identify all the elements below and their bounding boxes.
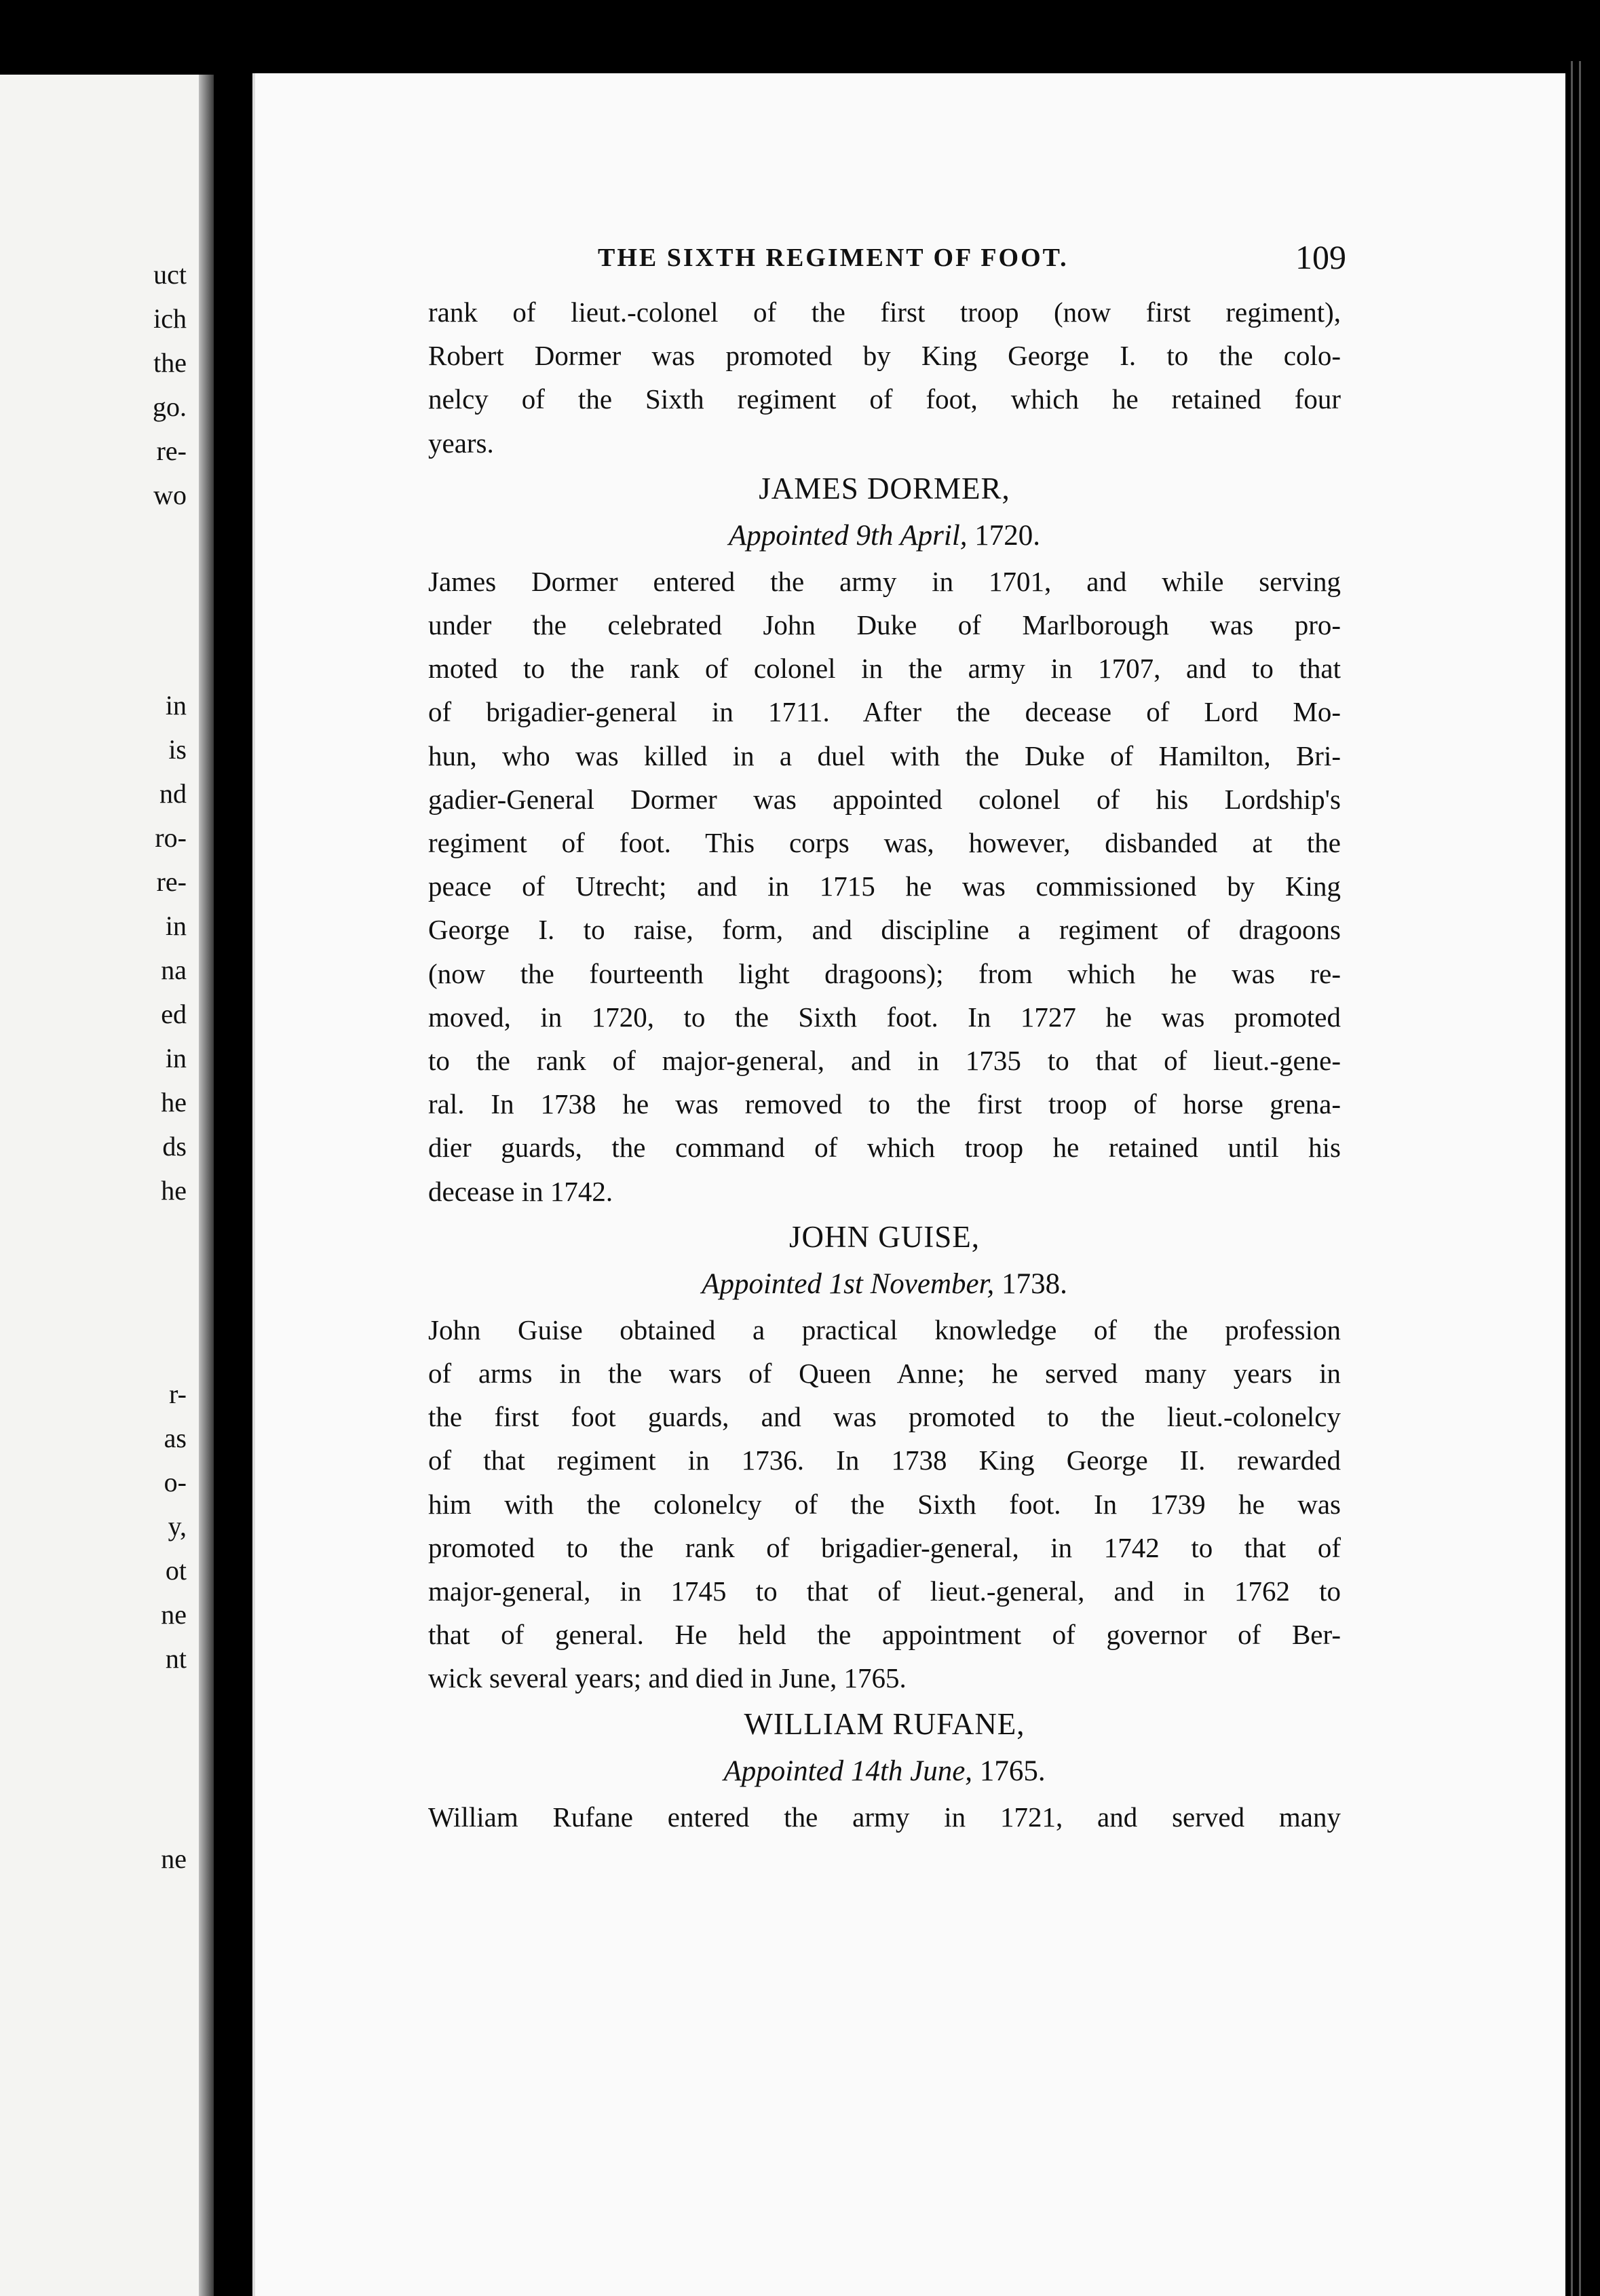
facing-page-fragment: re-: [156, 866, 187, 897]
text-line: major-general, in 1745 to that of lieut.-general, and in 1762 to: [428, 1575, 1341, 1607]
text-line: ral. In 1738 he was removed to the first troop of horse grena-: [428, 1088, 1341, 1120]
facing-page-fragment: ed: [161, 999, 187, 1029]
text-line: of arms in the wars of Queen Anne; he served many years in: [428, 1358, 1341, 1390]
running-head: [428, 238, 1346, 290]
text-line: hun, who was killed in a duel with the Duke of Hamilton, Bri-: [428, 740, 1341, 771]
section-william-rufane: [428, 1700, 1341, 1839]
intro-paragraph: [428, 290, 1341, 465]
text-line: John Guise obtained a practical knowledge of the profession: [428, 1314, 1341, 1345]
section-heading: JOHN GUISE,: [789, 1219, 980, 1254]
facing-page-fragment: nd: [159, 778, 187, 809]
facing-page-fragment: go.: [153, 391, 187, 422]
facing-page-fragment: ro-: [155, 822, 187, 853]
running-head-title: THE SIXTH REGIMENT OF FOOT.: [598, 244, 1069, 272]
facing-page-fragment: ot: [165, 1555, 187, 1586]
facing-page-fragment: ds: [162, 1131, 187, 1162]
facing-page-fragment: uct: [153, 259, 187, 290]
facing-page-fragment: the: [153, 347, 187, 378]
facing-page-fragment: as: [164, 1423, 187, 1453]
appointed-label: Appointed: [702, 1267, 822, 1300]
text-line: moved, in 1720, to the Sixth foot. In 1727 he was promoted: [428, 1001, 1341, 1033]
appointed-date: 9th April,: [856, 519, 968, 552]
text-line: under the celebrated John Duke of Marlborough was pro-: [428, 609, 1341, 641]
book-gutter: [199, 75, 214, 2296]
facing-page-fragment: y,: [168, 1511, 187, 1542]
section-john-guise: [428, 1213, 1341, 1700]
text-line: promoted to the rank of brigadier-general, in 1742 to that of: [428, 1531, 1341, 1563]
text-line: dier guards, the command of which troop he retained until his: [428, 1132, 1341, 1164]
facing-page-fragment: r-: [169, 1379, 187, 1409]
appointment-line: [428, 512, 1341, 560]
text-line: decease in 1742.: [428, 1175, 613, 1207]
facing-page-fragment: he: [161, 1175, 187, 1206]
text-line: years.: [428, 427, 494, 459]
facing-page-fragment: in: [165, 690, 187, 721]
book-page: [252, 73, 1568, 2296]
text-line: William Rufane entered the army in 1721, and served many: [428, 1801, 1341, 1833]
text-line: James Dormer entered the army in 1701, and while serving: [428, 565, 1341, 597]
text-line: George I. to raise, form, and discipline a regiment of dragoons: [428, 914, 1341, 946]
text-line: of that regiment in 1736. In 1738 King George II. rewarded: [428, 1444, 1341, 1476]
page-number: 109: [1295, 238, 1346, 276]
section-heading: JAMES DORMER,: [759, 471, 1010, 505]
facing-page-fragment: ne: [161, 1843, 187, 1874]
text-block: [428, 238, 1346, 1839]
text-line: the first foot guards, and was promoted to the lieut.-colonelcy: [428, 1401, 1341, 1433]
text-line: regiment of foot. This corps was, however, disbanded at the: [428, 827, 1341, 859]
appointed-label: Appointed: [728, 519, 849, 552]
facing-page-fragment: is: [168, 734, 187, 765]
text-line: peace of Utrecht; and in 1715 he was commissioned by King: [428, 870, 1341, 902]
appointed-date: 14th June,: [850, 1755, 973, 1787]
facing-page-fragment: he: [161, 1087, 187, 1117]
text-line: wick several years; and died in June, 1765.: [428, 1662, 907, 1694]
text-line: Robert Dormer was promoted by King George I. to the colo-: [428, 340, 1341, 372]
appointment-line: [428, 1748, 1341, 1795]
text-line: nelcy of the Sixth regiment of foot, which he retained four: [428, 383, 1341, 415]
facing-page-fragment: nt: [165, 1643, 187, 1674]
text-line: him with the colonelcy of the Sixth foot. In 1739 he was: [428, 1488, 1341, 1520]
appointed-year: 1765.: [979, 1755, 1046, 1787]
text-line: rank of lieut.-colonel of the first troop (now first regiment),: [428, 296, 1341, 328]
text-line: of brigadier-general in 1711. After the decease of Lord Mo-: [428, 696, 1341, 728]
facing-page-fragment: na: [161, 955, 187, 985]
text-line: (now the fourteenth light dragoons); from which he was re-: [428, 957, 1341, 989]
section-heading: WILLIAM RUFANE,: [744, 1706, 1025, 1741]
text-line: that of general. He held the appointment of governor of Ber-: [428, 1619, 1341, 1651]
facing-page-fragment: re-: [156, 436, 187, 466]
facing-page-fragment: in: [165, 911, 187, 941]
facing-page-edge: [0, 75, 214, 2296]
facing-page-fragment: in: [165, 1043, 187, 1073]
appointment-line: [428, 1261, 1341, 1308]
edge-line: [1571, 61, 1573, 2296]
edge-line: [1579, 61, 1581, 2296]
facing-page-fragment: o-: [164, 1467, 187, 1497]
appointed-label: Appointed: [723, 1755, 844, 1787]
page-edge-right: [1565, 61, 1600, 2296]
appointed-year: 1720.: [974, 519, 1041, 552]
facing-page-fragment: wo: [153, 480, 187, 510]
facing-page-fragment: ich: [153, 303, 187, 334]
facing-page-fragment: ne: [161, 1599, 187, 1630]
section-james-dormer: [428, 465, 1341, 1213]
appointed-year: 1738.: [1002, 1267, 1067, 1300]
text-line: to the rank of major-general, and in 1735 to that of lieut.-gene-: [428, 1045, 1341, 1077]
appointed-date: 1st November,: [828, 1267, 995, 1300]
text-line: moted to the rank of colonel in the army in 1707, and to that: [428, 653, 1341, 685]
text-line: gadier-General Dormer was appointed colonel of his Lordship's: [428, 783, 1341, 815]
